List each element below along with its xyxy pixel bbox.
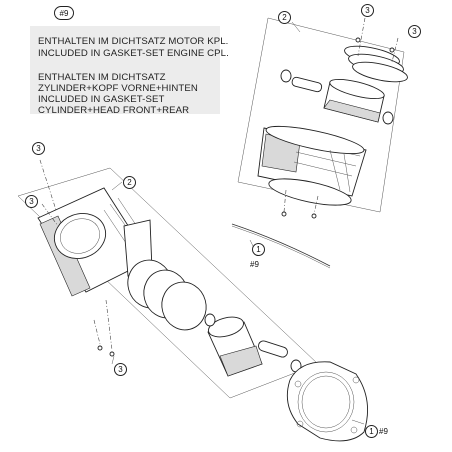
- callout-2-front[interactable]: 2: [123, 176, 136, 189]
- leader-c2-front: [112, 182, 122, 190]
- rear-stud-c: [356, 38, 360, 42]
- rear-stud-d: [390, 48, 394, 52]
- rear-stud-b: [312, 214, 316, 218]
- note-line-4: ENTHALTEN IM DICHTSATZ: [38, 72, 166, 83]
- callout-1-bottom[interactable]: 1: [365, 425, 378, 438]
- note-line-6: INCLUDED IN GASKET-SET: [38, 94, 165, 105]
- note-line-5: ZYLINDER+KOPF VORNE+HINTEN: [38, 83, 198, 94]
- callout-1-mid[interactable]: 1: [252, 243, 265, 256]
- callout-3-left-b[interactable]: 3: [25, 195, 38, 208]
- front-axis-bottom-b: [94, 320, 100, 344]
- callout-3-top-a[interactable]: 3: [361, 4, 374, 17]
- callout-1-mid-ref: #9: [250, 260, 259, 269]
- rear-piston-rings: [343, 42, 409, 85]
- rear-pin-clip-right: [383, 112, 393, 124]
- rear-stud-a: [282, 212, 286, 216]
- o-ring-seal-strip: [232, 224, 330, 266]
- leader-c2-rear: [292, 22, 300, 32]
- front-axis-bottom: [106, 300, 112, 350]
- callout-3-bottom[interactable]: 3: [114, 363, 127, 376]
- front-stud-a: [110, 352, 114, 356]
- callout-3-left-a[interactable]: 3: [32, 142, 45, 155]
- front-pin-clip-left: [205, 314, 215, 326]
- callout-1-bottom-ref: #9: [379, 427, 388, 436]
- front-piston-rings: [123, 255, 212, 335]
- note-ref-tag: #9: [54, 6, 74, 20]
- front-wrist-pin: [257, 340, 289, 359]
- front-cylinder-head-gasket: [287, 362, 367, 441]
- rear-piston: [324, 75, 386, 122]
- rear-wrist-pin: [291, 76, 322, 92]
- note-line-1: ENTHALTEN IM DICHTSATZ MOTOR KPL.: [38, 36, 229, 47]
- note-line-2: INCLUDED IN GASKET-SET ENGINE CPL.: [38, 48, 229, 59]
- callout-3-top-b[interactable]: 3: [408, 25, 421, 38]
- leader-c3-bottom: [112, 356, 114, 364]
- note-line-7: CYLINDER+HEAD FRONT+REAR: [38, 105, 190, 116]
- rear-pin-clip-left: [281, 70, 291, 82]
- callout-2-rear[interactable]: 2: [278, 11, 291, 24]
- gasket-set-note-box: [30, 26, 229, 116]
- front-stud-b: [98, 346, 102, 350]
